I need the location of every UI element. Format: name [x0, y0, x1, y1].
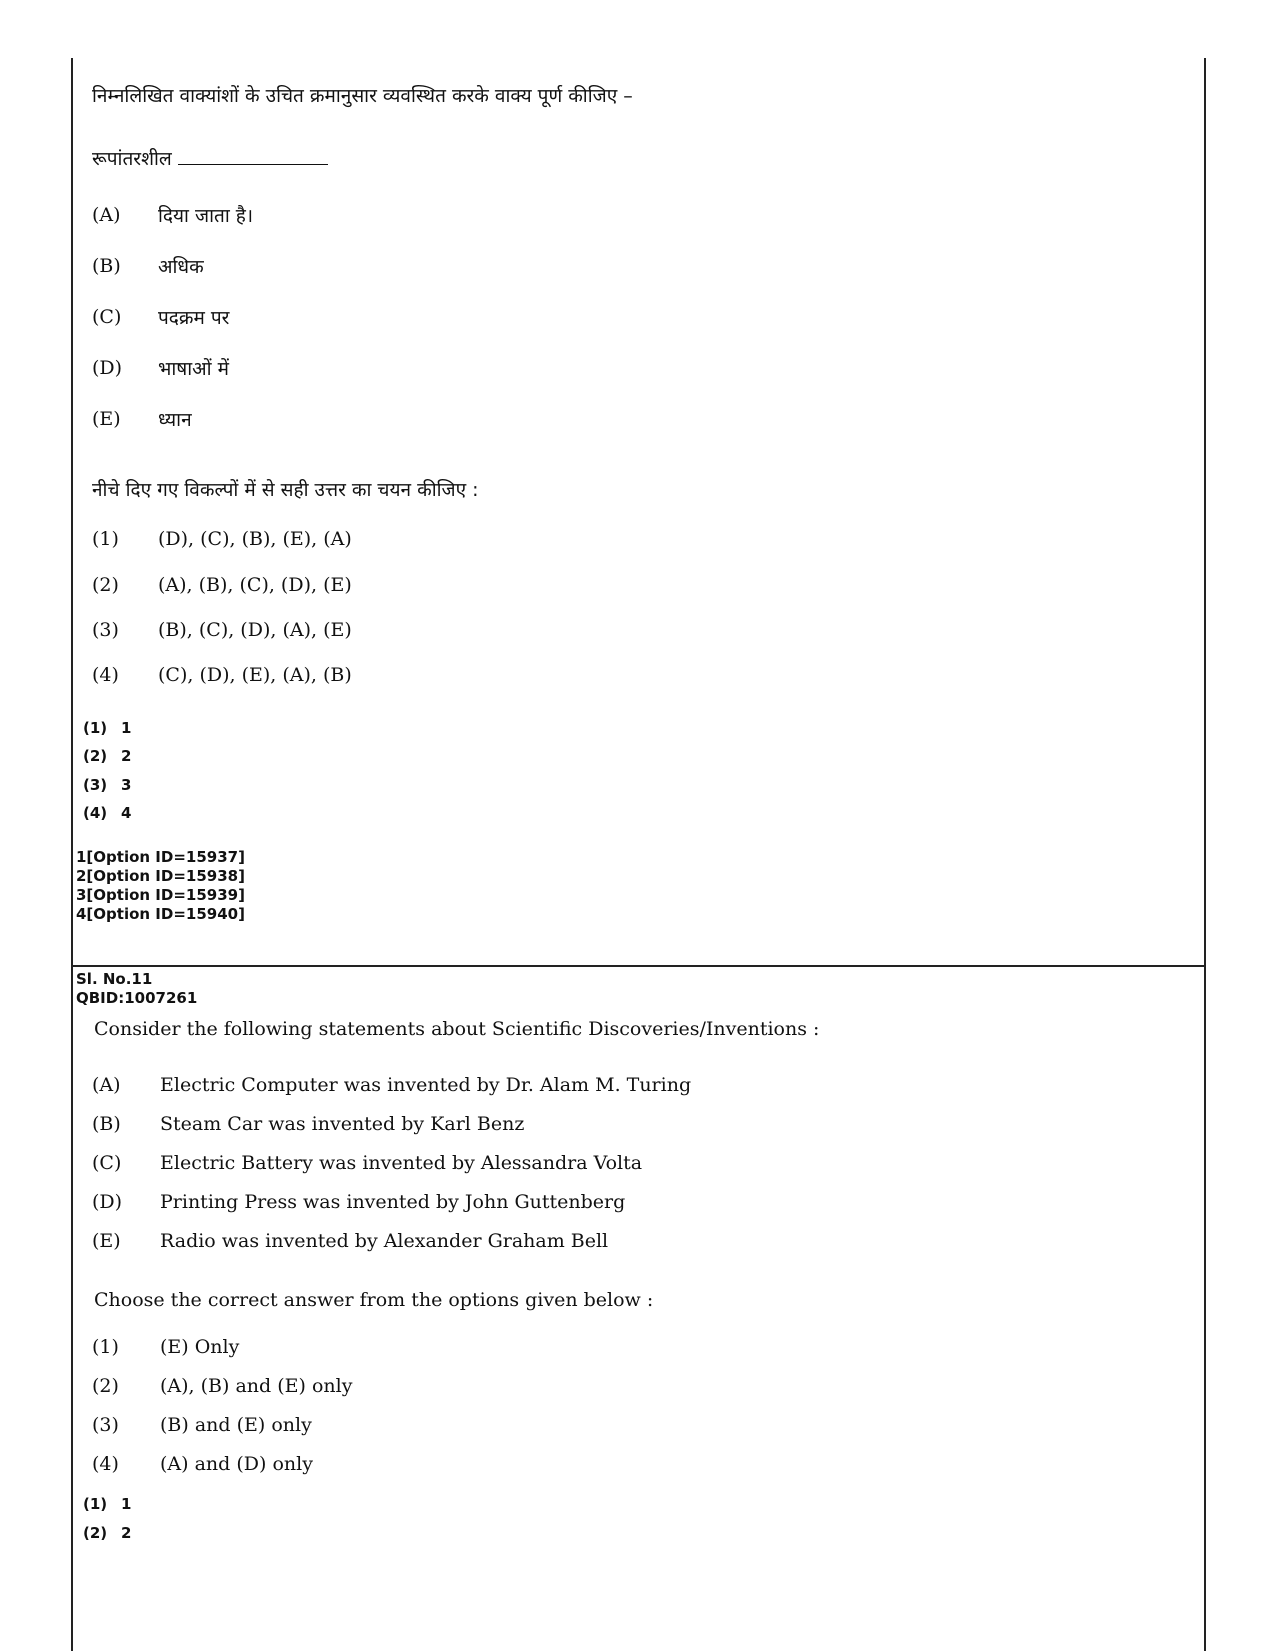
q10-sentence — [92, 145, 328, 171]
answer-value: 1 — [121, 719, 132, 737]
option-text: (D), (C), (B), (E), (A) — [158, 528, 352, 550]
option-text: (E) Only — [160, 1336, 240, 1358]
statement-label: (E) — [92, 1230, 121, 1252]
answer-value: 3 — [121, 776, 132, 794]
answer-value: 1 — [121, 1495, 132, 1513]
answer-value: 4 — [121, 804, 132, 822]
q11-choose-prompt: Choose the correct answer from the options given below : — [94, 1289, 654, 1311]
answer-label: (2) — [83, 747, 108, 765]
option-label: (2) — [92, 1375, 119, 1397]
option-label: (3) — [92, 1414, 119, 1436]
answer-label: (3) — [83, 776, 108, 794]
phrase-text: पदक्रम पर — [158, 307, 230, 329]
phrase-label: (B) — [92, 255, 121, 277]
q10-choose-prompt: नीचे दिए गए विकल्पों में से सही उत्तर का चयन कीजिए : — [92, 479, 479, 501]
answer-choice[interactable] — [83, 1495, 131, 1513]
question-divider — [71, 965, 1205, 967]
phrase-label: (C) — [92, 306, 122, 328]
q11-header — [76, 970, 197, 1008]
answer-choice[interactable] — [83, 1524, 131, 1542]
option-text: (A), (B) and (E) only — [160, 1375, 353, 1397]
option-label: (4) — [92, 664, 119, 686]
q10-option-ids — [76, 848, 245, 924]
option-text: (B), (C), (D), (A), (E) — [158, 619, 352, 641]
phrase-text: दिया जाता है। — [158, 205, 254, 227]
option-id: 4[Option ID=15940] — [76, 905, 245, 923]
answer-value: 2 — [121, 1524, 132, 1542]
q11-stem: Consider the following statements about Scientific Discoveries/Inventions : — [94, 1018, 820, 1040]
statement-label: (A) — [92, 1074, 121, 1096]
option-label: (1) — [92, 1336, 119, 1358]
phrase-label: (D) — [92, 357, 123, 379]
statement-label: (C) — [92, 1152, 122, 1174]
answer-label: (1) — [83, 1495, 108, 1513]
statement-text: Electric Computer was invented by Dr. Alam M. Turing — [160, 1074, 692, 1096]
phrase-text: अधिक — [158, 256, 204, 278]
answer-choice[interactable] — [83, 776, 131, 794]
option-label: (4) — [92, 1453, 119, 1475]
phrase-label: (E) — [92, 408, 121, 430]
answer-choice[interactable] — [83, 804, 131, 822]
q10-instruction: निम्नलिखित वाक्यांशों के उचित क्रमानुसार व्यवस्थित करके वाक्य पूर्ण कीजिए – — [92, 85, 633, 107]
statement-label: (D) — [92, 1191, 123, 1213]
q10-blank-line — [178, 148, 328, 165]
option-text: (A) and (D) only — [160, 1453, 313, 1475]
option-text: (A), (B), (C), (D), (E) — [158, 574, 352, 596]
option-text: (B) and (E) only — [160, 1414, 312, 1436]
page-border-right — [1204, 58, 1206, 1651]
option-id: 3[Option ID=15939] — [76, 886, 245, 904]
page-border-left — [71, 58, 73, 1651]
statement-text: Electric Battery was invented by Alessandra Volta — [160, 1152, 643, 1174]
qbid: QBID:1007261 — [76, 989, 198, 1007]
q10-sentence-start: रूपांतरशील — [92, 148, 172, 170]
answer-value: 2 — [121, 747, 132, 765]
answer-label: (2) — [83, 1524, 108, 1542]
option-label: (2) — [92, 574, 119, 596]
option-text: (C), (D), (E), (A), (B) — [158, 664, 352, 686]
answer-label: (4) — [83, 804, 108, 822]
phrase-label: (A) — [92, 204, 121, 226]
phrase-text: भाषाओं में — [158, 358, 230, 380]
answer-choice[interactable] — [83, 747, 131, 765]
phrase-text: ध्यान — [158, 409, 192, 431]
option-label: (1) — [92, 528, 119, 550]
option-id: 2[Option ID=15938] — [76, 867, 245, 885]
statement-text: Printing Press was invented by John Guttenberg — [160, 1191, 626, 1213]
option-id: 1[Option ID=15937] — [76, 848, 245, 866]
serial-number: Sl. No.11 — [76, 970, 153, 988]
option-label: (3) — [92, 619, 119, 641]
statement-text: Steam Car was invented by Karl Benz — [160, 1113, 525, 1135]
statement-text: Radio was invented by Alexander Graham Bell — [160, 1230, 609, 1252]
answer-label: (1) — [83, 719, 108, 737]
statement-label: (B) — [92, 1113, 121, 1135]
answer-choice[interactable] — [83, 719, 131, 737]
